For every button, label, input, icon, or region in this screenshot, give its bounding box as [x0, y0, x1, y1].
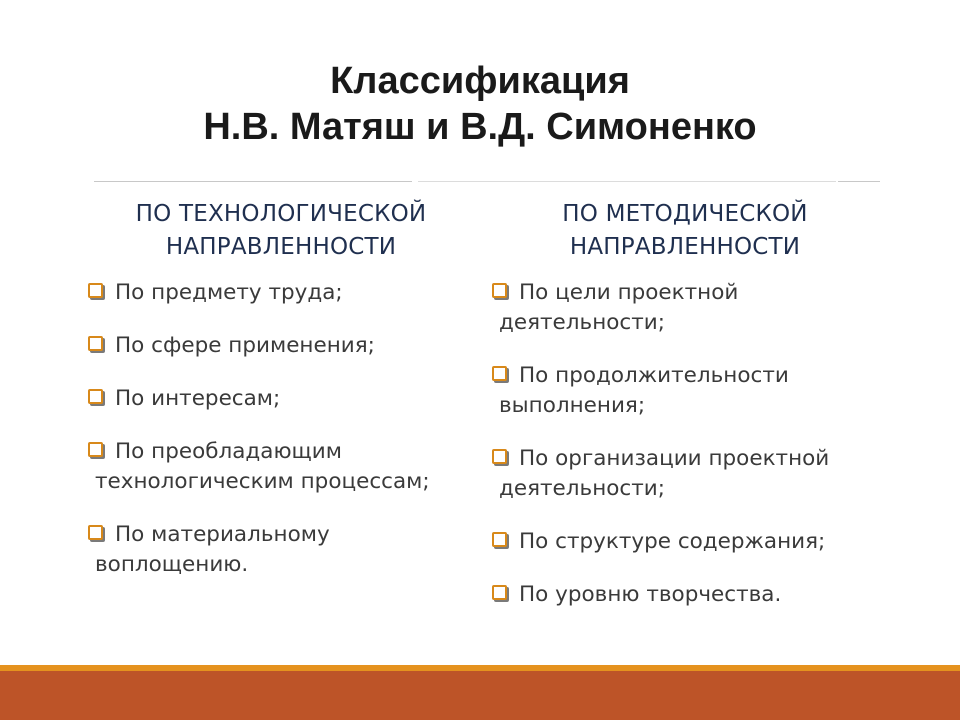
list-item — [88, 520, 478, 580]
left-column-heading-line-1: ПО ТЕХНОЛОГИЧЕСКОЙ — [135, 201, 427, 227]
list-item — [88, 437, 478, 497]
bottom-footer-bar — [0, 671, 960, 720]
list-item-text: По материальному — [115, 522, 330, 547]
checkbox-icon — [88, 283, 103, 298]
checkbox-icon — [492, 366, 507, 381]
checkbox-icon — [492, 283, 507, 298]
list-item-text: По структуре содержания; — [519, 529, 826, 554]
list-item-text-continued: выполнения; — [499, 393, 646, 418]
checkbox-icon — [88, 336, 103, 351]
list-item-text: По организации проектной — [519, 446, 830, 471]
list-item-text: По цели проектной — [519, 280, 739, 305]
list-item — [88, 331, 478, 361]
list-item — [492, 580, 882, 610]
title-divider-middle — [418, 181, 836, 182]
left-column-list — [88, 278, 478, 603]
checkbox-icon — [492, 449, 507, 464]
right-column-heading-line-1: ПО МЕТОДИЧЕСКОЙ — [562, 201, 808, 227]
list-item-text: По преобладающим — [115, 439, 342, 464]
list-item-text: По продолжительности — [519, 363, 789, 388]
checkbox-icon — [88, 525, 103, 540]
checkbox-icon — [88, 389, 103, 404]
list-item-text: По сфере применения; — [115, 333, 375, 358]
right-column-list — [492, 278, 882, 633]
list-item-text: По уровню творчества. — [519, 582, 782, 607]
list-item — [492, 361, 882, 421]
left-column-heading — [96, 198, 466, 264]
title-divider-left — [94, 181, 412, 182]
checkbox-icon — [492, 585, 507, 600]
list-item-text-continued: деятельности; — [499, 476, 665, 501]
list-item-text-continued: деятельности; — [499, 310, 665, 335]
slide-title — [60, 58, 900, 150]
list-item — [88, 278, 478, 308]
left-column-heading-line-2: НАПРАВЛЕННОСТИ — [165, 234, 397, 260]
right-column-heading — [500, 198, 870, 264]
checkbox-icon — [492, 532, 507, 547]
slide-title-line-2: Н.В. Матяш и В.Д. Симоненко — [203, 106, 757, 148]
list-item — [492, 444, 882, 504]
list-item-text-continued: воплощению. — [95, 552, 249, 577]
list-item-text-continued: технологическим процессам; — [95, 469, 430, 494]
list-item — [492, 527, 882, 557]
list-item-text: По предмету труда; — [115, 280, 343, 305]
right-column-heading-line-2: НАПРАВЛЕННОСТИ — [569, 234, 801, 260]
slide-title-line-1: Классификация — [330, 60, 630, 102]
list-item — [88, 384, 478, 414]
list-item — [492, 278, 882, 338]
list-item-text: По интересам; — [115, 386, 281, 411]
checkbox-icon — [88, 442, 103, 457]
title-divider-right — [838, 181, 880, 182]
